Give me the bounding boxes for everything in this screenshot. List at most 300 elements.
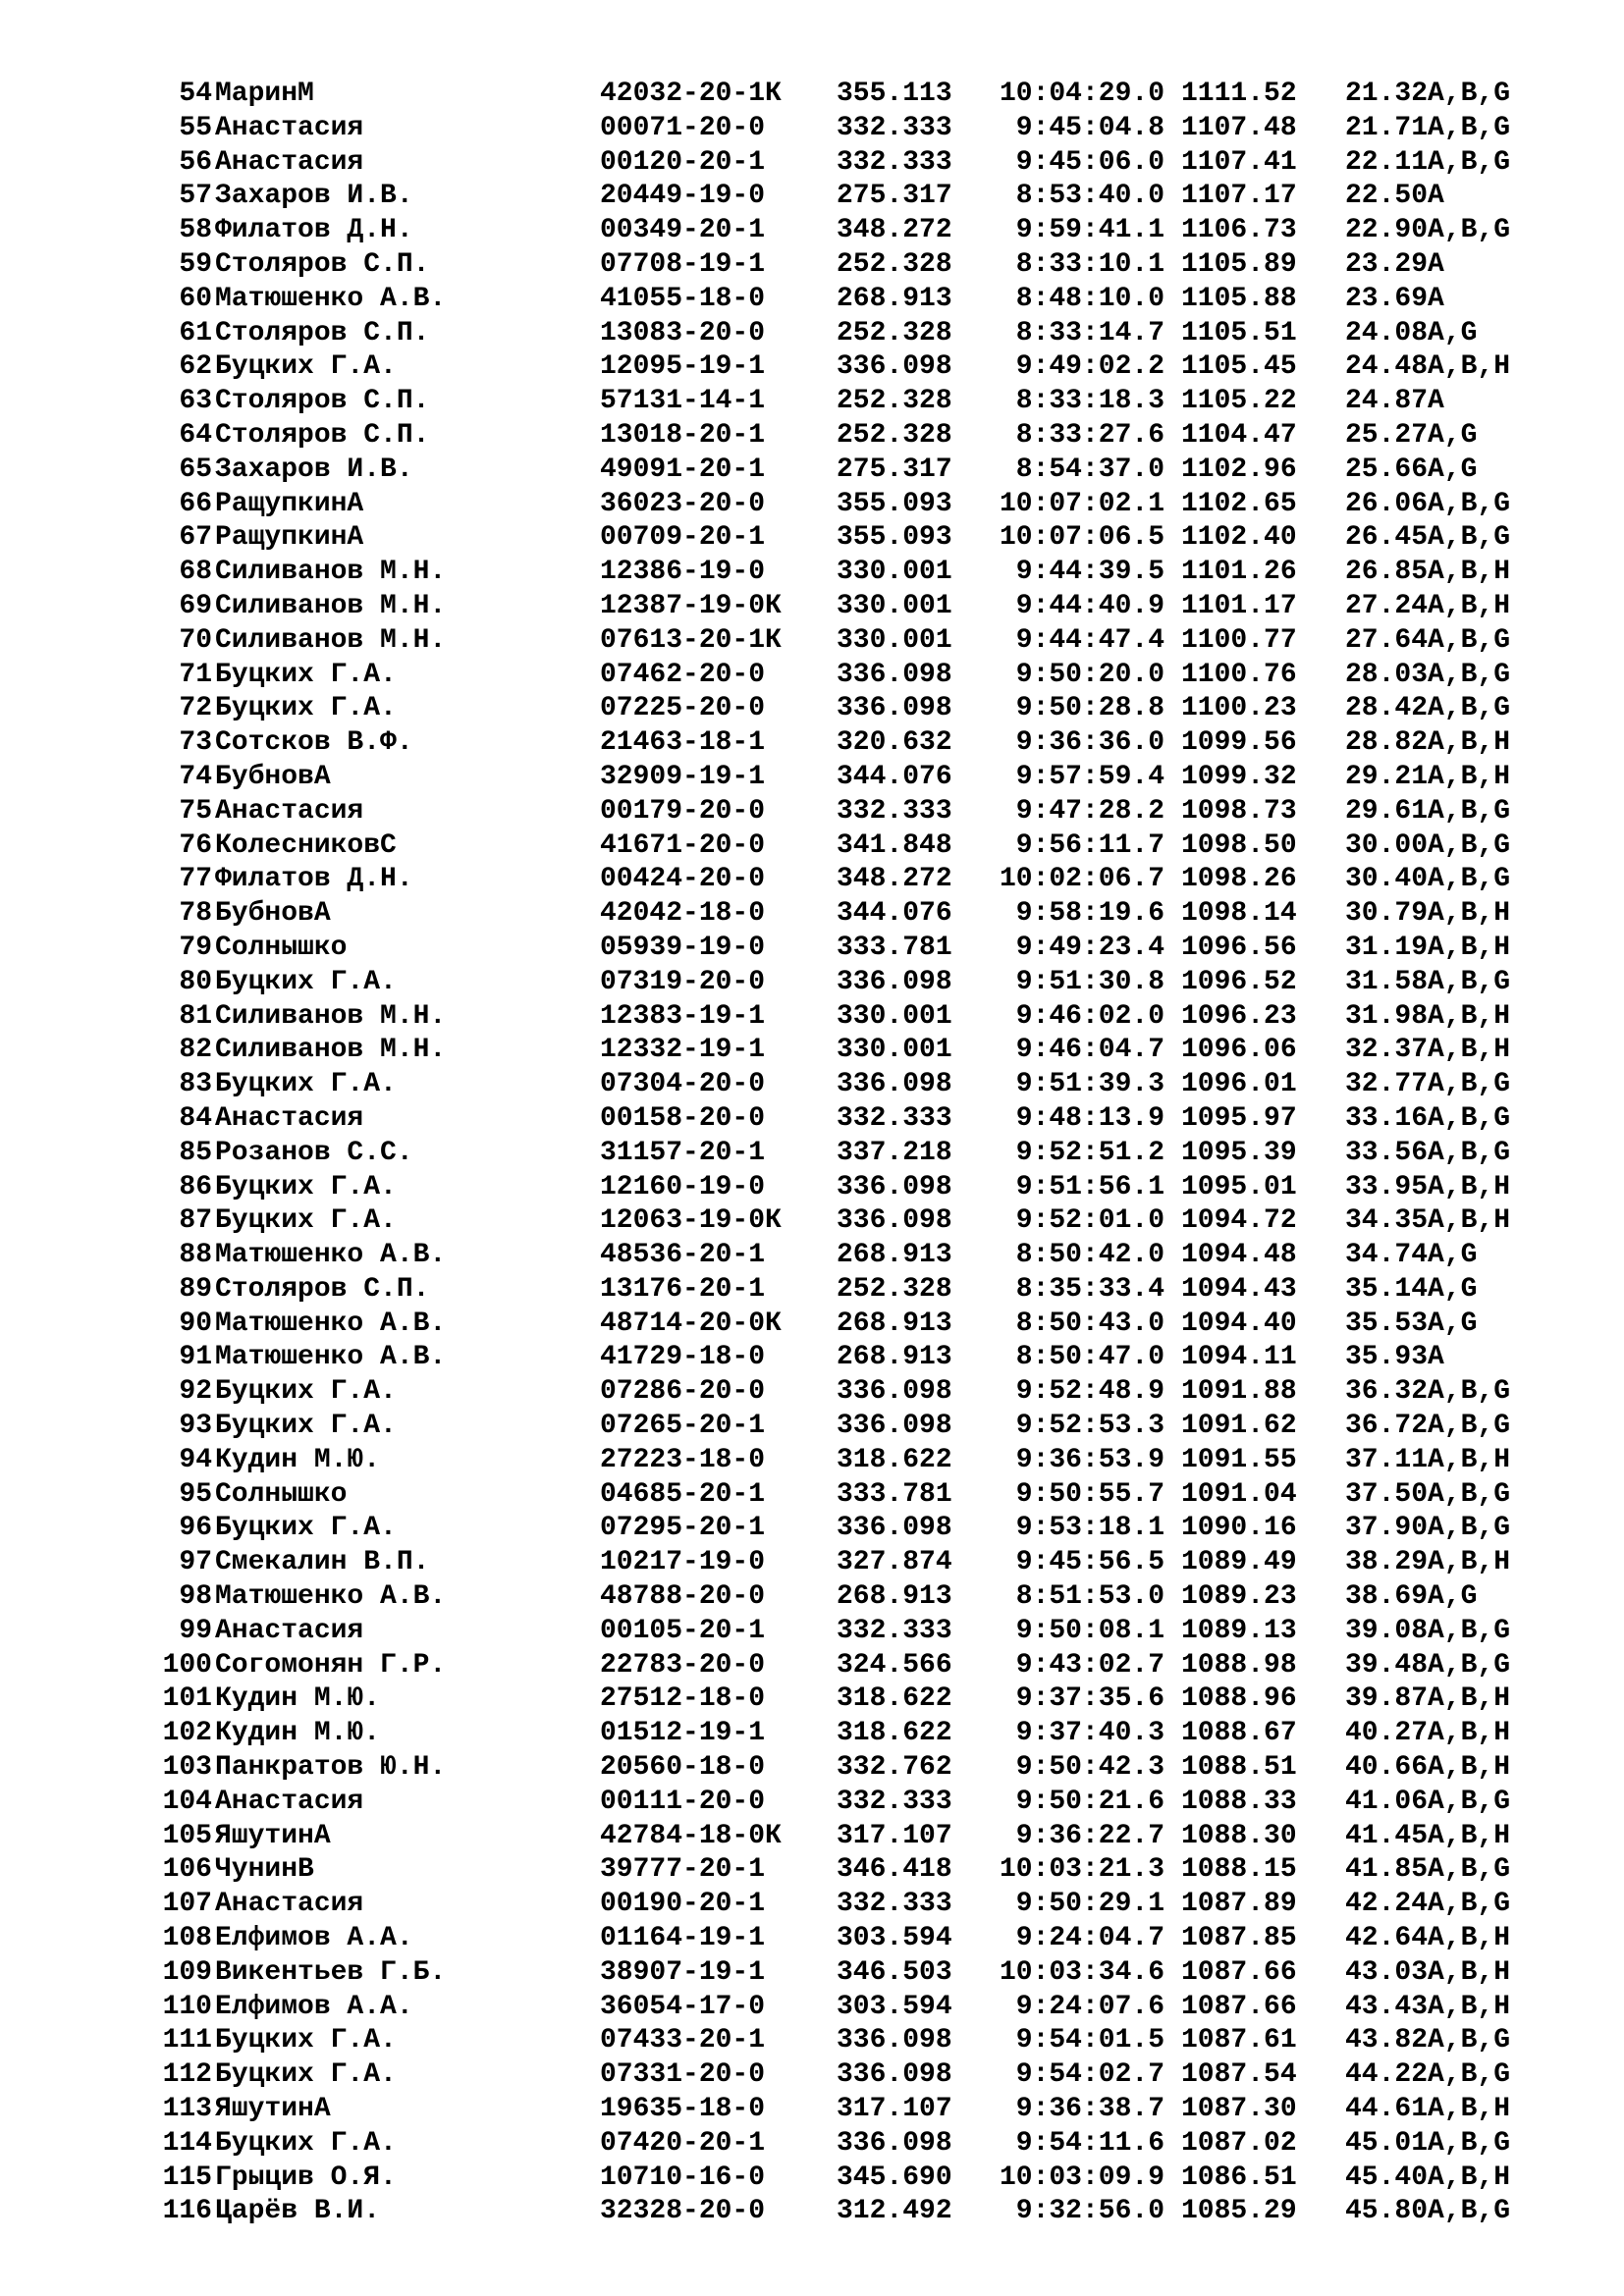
- speed-cell: 1095.39: [1181, 1137, 1297, 1168]
- ring-number-cell: 07295-20-1: [600, 1513, 766, 1544]
- fancier-name-cell: Буцких Г.А.: [215, 659, 397, 690]
- distance-cell: 346.503: [837, 1956, 952, 1988]
- table-row: [0, 1478, 1624, 1513]
- flags-cell: A,B,H: [1428, 1035, 1511, 1066]
- place-cell: 80: [179, 966, 212, 997]
- speed-cell: 1087.02: [1181, 2127, 1297, 2159]
- distance-cell: 268.913: [837, 1342, 952, 1373]
- distance-cell: 252.328: [837, 1273, 952, 1305]
- fancier-name-cell: Силиванов М.Н.: [215, 1000, 447, 1032]
- arrival-time-cell: 10:03:09.9: [999, 2162, 1164, 2193]
- speed-cell: 1094.43: [1181, 1273, 1297, 1305]
- flags-cell: A,B,H: [1428, 1991, 1511, 2022]
- speed-cell: 1088.67: [1181, 1718, 1297, 1749]
- place-cell: 102: [162, 1718, 212, 1749]
- arrival-time-cell: 8:33:18.3: [1015, 386, 1164, 417]
- place-cell: 115: [162, 2162, 212, 2193]
- ring-number-cell: 38907-19-1: [600, 1956, 766, 1988]
- table-row: [0, 350, 1624, 385]
- fancier-name-cell: Буцких Г.А.: [215, 1205, 397, 1237]
- table-row: [0, 248, 1624, 283]
- flags-cell: A,B,H: [1428, 1205, 1511, 1237]
- fancier-name-cell: ЯшутинА: [215, 2094, 331, 2125]
- points-cell: 30.79: [1345, 898, 1429, 930]
- table-row: [0, 1682, 1624, 1717]
- points-cell: 27.64: [1345, 624, 1429, 656]
- speed-cell: 1100.77: [1181, 624, 1297, 656]
- arrival-time-cell: 9:57:59.4: [1015, 761, 1164, 792]
- fancier-name-cell: Анастасия: [215, 1615, 364, 1646]
- table-row: [0, 2127, 1624, 2162]
- table-row: [0, 283, 1624, 317]
- table-row: [0, 2024, 1624, 2058]
- ring-number-cell: 32909-19-1: [600, 761, 766, 792]
- points-cell: 33.95: [1345, 1171, 1429, 1202]
- table-row: [0, 2195, 1624, 2229]
- ring-number-cell: 00105-20-1: [600, 1615, 766, 1646]
- arrival-time-cell: 9:54:01.5: [1015, 2025, 1164, 2056]
- flags-cell: A,B,H: [1428, 1444, 1511, 1475]
- place-cell: 100: [162, 1649, 212, 1681]
- ring-number-cell: 22783-20-0: [600, 1649, 766, 1681]
- ring-number-cell: 48536-20-1: [600, 1240, 766, 1271]
- ring-number-cell: 00158-20-0: [600, 1102, 766, 1134]
- place-cell: 54: [179, 79, 212, 109]
- flags-cell: A,B,H: [1428, 898, 1511, 930]
- speed-cell: 1086.51: [1181, 2162, 1297, 2193]
- distance-cell: 324.566: [837, 1649, 952, 1681]
- fancier-name-cell: БубновА: [215, 761, 331, 792]
- fancier-name-cell: Захаров И.В.: [215, 454, 413, 485]
- place-cell: 95: [179, 1478, 212, 1510]
- ring-number-cell: 00120-20-1: [600, 146, 766, 178]
- ring-number-cell: 19635-18-0: [600, 2094, 766, 2125]
- ring-number-cell: 57131-14-1: [600, 386, 766, 417]
- fancier-name-cell: Елфимов А.А.: [215, 1991, 413, 2022]
- fancier-name-cell: Грыцив О.Я.: [215, 2162, 397, 2193]
- table-row: [0, 1786, 1624, 1820]
- flags-cell: A,B,G: [1428, 1854, 1511, 1886]
- ring-number-cell: 12383-19-1: [600, 1000, 766, 1032]
- arrival-time-cell: 9:36:22.7: [1015, 1820, 1164, 1851]
- arrival-time-cell: 9:50:20.0: [1015, 659, 1164, 690]
- distance-cell: 336.098: [837, 693, 952, 724]
- table-row: [0, 1922, 1624, 1956]
- ring-number-cell: 12063-19-0К: [600, 1205, 782, 1237]
- place-cell: 96: [179, 1513, 212, 1544]
- arrival-time-cell: 9:51:56.1: [1015, 1171, 1164, 1202]
- speed-cell: 1095.97: [1181, 1102, 1297, 1134]
- flags-cell: A,B,G: [1428, 1786, 1511, 1817]
- flags-cell: A: [1428, 283, 1444, 314]
- distance-cell: 252.328: [837, 419, 952, 451]
- table-row: [0, 1341, 1624, 1375]
- flags-cell: A,B,H: [1428, 1000, 1511, 1032]
- ring-number-cell: 01164-19-1: [600, 1923, 766, 1954]
- speed-cell: 1100.76: [1181, 659, 1297, 690]
- points-cell: 23.69: [1345, 283, 1429, 314]
- arrival-time-cell: 9:24:07.6: [1015, 1991, 1164, 2022]
- fancier-name-cell: Матюшенко А.В.: [215, 1308, 447, 1339]
- speed-cell: 1099.56: [1181, 727, 1297, 759]
- table-row: [0, 1615, 1624, 1649]
- ring-number-cell: 21463-18-1: [600, 727, 766, 759]
- points-cell: 45.01: [1345, 2127, 1429, 2159]
- place-cell: 57: [179, 181, 212, 212]
- table-row: [0, 692, 1624, 726]
- points-cell: 44.61: [1345, 2094, 1429, 2125]
- arrival-time-cell: 9:36:36.0: [1015, 727, 1164, 759]
- arrival-time-cell: 10:03:21.3: [999, 1854, 1164, 1886]
- arrival-time-cell: 9:50:55.7: [1015, 1478, 1164, 1510]
- table-row: [0, 214, 1624, 248]
- distance-cell: 341.848: [837, 829, 952, 861]
- table-row: [0, 78, 1624, 112]
- arrival-time-cell: 8:33:14.7: [1015, 317, 1164, 348]
- arrival-time-cell: 9:53:18.1: [1015, 1513, 1164, 1544]
- points-cell: 41.85: [1345, 1854, 1429, 1886]
- distance-cell: 275.317: [837, 181, 952, 212]
- flags-cell: A,B,G: [1428, 1478, 1511, 1510]
- distance-cell: 268.913: [837, 283, 952, 314]
- table-row: [0, 112, 1624, 146]
- speed-cell: 1098.26: [1181, 864, 1297, 895]
- table-row: [0, 1137, 1624, 1171]
- points-cell: 41.45: [1345, 1820, 1429, 1851]
- ring-number-cell: 27223-18-0: [600, 1444, 766, 1475]
- speed-cell: 1094.72: [1181, 1205, 1297, 1237]
- place-cell: 101: [162, 1683, 212, 1715]
- place-cell: 94: [179, 1444, 212, 1475]
- distance-cell: 303.594: [837, 1923, 952, 1954]
- points-cell: 35.93: [1345, 1342, 1429, 1373]
- ring-number-cell: 00111-20-0: [600, 1786, 766, 1817]
- flags-cell: A,G: [1428, 1273, 1478, 1305]
- table-row: [0, 863, 1624, 897]
- place-cell: 79: [179, 932, 212, 963]
- fancier-name-cell: Солнышко: [215, 1478, 348, 1510]
- flags-cell: A,B,G: [1428, 1069, 1511, 1100]
- distance-cell: 345.690: [837, 2162, 952, 2193]
- fancier-name-cell: Буцких Г.А.: [215, 2127, 397, 2159]
- place-cell: 112: [162, 2059, 212, 2091]
- table-row: [0, 1410, 1624, 1444]
- points-cell: 33.56: [1345, 1137, 1429, 1168]
- table-row: [0, 1853, 1624, 1888]
- distance-cell: 252.328: [837, 248, 952, 280]
- fancier-name-cell: Анастасия: [215, 1102, 364, 1134]
- points-cell: 22.50: [1345, 181, 1429, 212]
- place-cell: 85: [179, 1137, 212, 1168]
- points-cell: 44.22: [1345, 2059, 1429, 2091]
- speed-cell: 1088.96: [1181, 1683, 1297, 1715]
- ring-number-cell: 04685-20-1: [600, 1478, 766, 1510]
- distance-cell: 330.001: [837, 624, 952, 656]
- fancier-name-cell: Смекалин В.П.: [215, 1547, 430, 1578]
- fancier-name-cell: Матюшенко А.В.: [215, 1342, 447, 1373]
- speed-cell: 1088.30: [1181, 1820, 1297, 1851]
- place-cell: 106: [162, 1854, 212, 1886]
- table-row: [0, 932, 1624, 966]
- arrival-time-cell: 10:03:34.6: [999, 1956, 1164, 1988]
- points-cell: 37.11: [1345, 1444, 1429, 1475]
- points-cell: 40.27: [1345, 1718, 1429, 1749]
- speed-cell: 1094.48: [1181, 1240, 1297, 1271]
- speed-cell: 1107.41: [1181, 146, 1297, 178]
- place-cell: 111: [162, 2025, 212, 2056]
- flags-cell: A,B,G: [1428, 829, 1511, 861]
- points-cell: 22.11: [1345, 146, 1429, 178]
- arrival-time-cell: 9:51:39.3: [1015, 1069, 1164, 1100]
- arrival-time-cell: 10:07:02.1: [999, 488, 1164, 519]
- points-cell: 32.37: [1345, 1035, 1429, 1066]
- speed-cell: 1087.66: [1181, 1956, 1297, 1988]
- flags-cell: A,B,H: [1428, 2162, 1511, 2193]
- points-cell: 31.98: [1345, 1000, 1429, 1032]
- flags-cell: A,G: [1428, 1581, 1478, 1613]
- arrival-time-cell: 9:59:41.1: [1015, 215, 1164, 246]
- table-row: [0, 1068, 1624, 1102]
- ring-number-cell: 20449-19-0: [600, 181, 766, 212]
- speed-cell: 1105.45: [1181, 351, 1297, 383]
- ring-number-cell: 41671-20-0: [600, 829, 766, 861]
- flags-cell: A,B,H: [1428, 1683, 1511, 1715]
- fancier-name-cell: Матюшенко А.В.: [215, 1581, 447, 1613]
- flags-cell: A,B,G: [1428, 693, 1511, 724]
- ring-number-cell: 00071-20-0: [600, 112, 766, 143]
- arrival-time-cell: 9:37:40.3: [1015, 1718, 1164, 1749]
- distance-cell: 336.098: [837, 1069, 952, 1100]
- flags-cell: A,B,H: [1428, 2094, 1511, 2125]
- place-cell: 76: [179, 829, 212, 861]
- speed-cell: 1095.01: [1181, 1171, 1297, 1202]
- place-cell: 61: [179, 317, 212, 348]
- fancier-name-cell: Царёв В.И.: [215, 2196, 381, 2227]
- speed-cell: 1101.17: [1181, 590, 1297, 621]
- place-cell: 83: [179, 1069, 212, 1100]
- place-cell: 92: [179, 1376, 212, 1408]
- table-row: [0, 1991, 1624, 2025]
- fancier-name-cell: Викентьев Г.Б.: [215, 1956, 447, 1988]
- points-cell: 39.48: [1345, 1649, 1429, 1681]
- points-cell: 43.43: [1345, 1991, 1429, 2022]
- speed-cell: 1089.49: [1181, 1547, 1297, 1578]
- ring-number-cell: 00190-20-1: [600, 1889, 766, 1920]
- ring-number-cell: 12095-19-1: [600, 351, 766, 383]
- distance-cell: 336.098: [837, 1376, 952, 1408]
- arrival-time-cell: 9:50:28.8: [1015, 693, 1164, 724]
- arrival-time-cell: 9:50:42.3: [1015, 1752, 1164, 1784]
- ring-number-cell: 32328-20-0: [600, 2196, 766, 2227]
- flags-cell: A,B,H: [1428, 351, 1511, 383]
- speed-cell: 1088.51: [1181, 1752, 1297, 1784]
- fancier-name-cell: Столяров С.П.: [215, 317, 430, 348]
- fancier-name-cell: ЧунинВ: [215, 1854, 314, 1886]
- points-cell: 35.53: [1345, 1308, 1429, 1339]
- arrival-time-cell: 9:52:01.0: [1015, 1205, 1164, 1237]
- speed-cell: 1105.88: [1181, 283, 1297, 314]
- table-row: [0, 1102, 1624, 1137]
- fancier-name-cell: Буцких Г.А.: [215, 1513, 397, 1544]
- fancier-name-cell: Анастасия: [215, 795, 364, 827]
- distance-cell: 332.333: [837, 1102, 952, 1134]
- table-row: [0, 590, 1624, 624]
- flags-cell: A,B,G: [1428, 79, 1511, 109]
- table-row: [0, 1375, 1624, 1410]
- ring-number-cell: 07433-20-1: [600, 2025, 766, 2056]
- ring-number-cell: 10217-19-0: [600, 1547, 766, 1578]
- ring-number-cell: 07319-20-0: [600, 966, 766, 997]
- points-cell: 42.24: [1345, 1889, 1429, 1920]
- table-row: [0, 1546, 1624, 1580]
- flags-cell: A,B,G: [1428, 522, 1511, 554]
- place-cell: 105: [162, 1820, 212, 1851]
- points-cell: 30.00: [1345, 829, 1429, 861]
- table-row: [0, 1888, 1624, 1922]
- flags-cell: A,B,H: [1428, 727, 1511, 759]
- points-cell: 29.21: [1345, 761, 1429, 792]
- ring-number-cell: 12387-19-0К: [600, 590, 782, 621]
- place-cell: 64: [179, 419, 212, 451]
- arrival-time-cell: 8:50:43.0: [1015, 1308, 1164, 1339]
- flags-cell: A,B,H: [1428, 1956, 1511, 1988]
- arrival-time-cell: 9:45:04.8: [1015, 112, 1164, 143]
- speed-cell: 1087.85: [1181, 1923, 1297, 1954]
- fancier-name-cell: Анастасия: [215, 112, 364, 143]
- table-row: [0, 1171, 1624, 1205]
- speed-cell: 1098.73: [1181, 795, 1297, 827]
- flags-cell: A,B,G: [1428, 1411, 1511, 1442]
- points-cell: 37.90: [1345, 1513, 1429, 1544]
- distance-cell: 336.098: [837, 966, 952, 997]
- arrival-time-cell: 8:33:27.6: [1015, 419, 1164, 451]
- arrival-time-cell: 9:58:19.6: [1015, 898, 1164, 930]
- distance-cell: 332.333: [837, 1889, 952, 1920]
- table-row: [0, 659, 1624, 693]
- fancier-name-cell: Столяров С.П.: [215, 248, 430, 280]
- points-cell: 21.71: [1345, 112, 1429, 143]
- place-cell: 55: [179, 112, 212, 143]
- arrival-time-cell: 9:45:06.0: [1015, 146, 1164, 178]
- place-cell: 70: [179, 624, 212, 656]
- flags-cell: A,B,H: [1428, 590, 1511, 621]
- table-row: [0, 146, 1624, 181]
- ring-number-cell: 13018-20-1: [600, 419, 766, 451]
- place-cell: 89: [179, 1273, 212, 1305]
- place-cell: 72: [179, 693, 212, 724]
- ring-number-cell: 31157-20-1: [600, 1137, 766, 1168]
- place-cell: 68: [179, 557, 212, 588]
- ring-number-cell: 42784-18-0К: [600, 1820, 782, 1851]
- distance-cell: 336.098: [837, 1171, 952, 1202]
- table-row: [0, 1751, 1624, 1786]
- arrival-time-cell: 9:32:56.0: [1015, 2196, 1164, 2227]
- distance-cell: 344.076: [837, 898, 952, 930]
- fancier-name-cell: Буцких Г.А.: [215, 693, 397, 724]
- speed-cell: 1102.65: [1181, 488, 1297, 519]
- distance-cell: 317.107: [837, 2094, 952, 2125]
- flags-cell: A,B,G: [1428, 795, 1511, 827]
- distance-cell: 330.001: [837, 1035, 952, 1066]
- table-row: [0, 1308, 1624, 1342]
- arrival-time-cell: 8:35:33.4: [1015, 1273, 1164, 1305]
- speed-cell: 1099.32: [1181, 761, 1297, 792]
- distance-cell: 320.632: [837, 727, 952, 759]
- points-cell: 28.42: [1345, 693, 1429, 724]
- speed-cell: 1096.01: [1181, 1069, 1297, 1100]
- fancier-name-cell: Анастасия: [215, 1786, 364, 1817]
- arrival-time-cell: 9:50:29.1: [1015, 1889, 1164, 1920]
- table-row: [0, 1820, 1624, 1854]
- fancier-name-cell: Кудин М.Ю.: [215, 1718, 381, 1749]
- arrival-time-cell: 9:44:47.4: [1015, 624, 1164, 656]
- distance-cell: 330.001: [837, 1000, 952, 1032]
- fancier-name-cell: Анастасия: [215, 146, 364, 178]
- place-cell: 56: [179, 146, 212, 178]
- speed-cell: 1091.55: [1181, 1444, 1297, 1475]
- fancier-name-cell: Кудин М.Ю.: [215, 1444, 381, 1475]
- flags-cell: A,B,G: [1428, 2127, 1511, 2159]
- arrival-time-cell: 10:04:29.0: [999, 79, 1164, 109]
- ring-number-cell: 05939-19-0: [600, 932, 766, 963]
- distance-cell: 336.098: [837, 659, 952, 690]
- fancier-name-cell: КолесниковС: [215, 829, 397, 861]
- table-row: [0, 521, 1624, 556]
- distance-cell: 336.098: [837, 351, 952, 383]
- points-cell: 24.87: [1345, 386, 1429, 417]
- place-cell: 59: [179, 248, 212, 280]
- points-cell: 26.85: [1345, 557, 1429, 588]
- arrival-time-cell: 9:46:02.0: [1015, 1000, 1164, 1032]
- ring-number-cell: 13176-20-1: [600, 1273, 766, 1305]
- speed-cell: 1107.48: [1181, 112, 1297, 143]
- arrival-time-cell: 9:48:13.9: [1015, 1102, 1164, 1134]
- flags-cell: A,B,H: [1428, 1171, 1511, 1202]
- distance-cell: 355.093: [837, 488, 952, 519]
- ring-number-cell: 42042-18-0: [600, 898, 766, 930]
- points-cell: 22.90: [1345, 215, 1429, 246]
- flags-cell: A,B,G: [1428, 1615, 1511, 1646]
- arrival-time-cell: 8:51:53.0: [1015, 1581, 1164, 1613]
- speed-cell: 1094.11: [1181, 1342, 1297, 1373]
- points-cell: 35.14: [1345, 1273, 1429, 1305]
- distance-cell: 355.113: [837, 79, 952, 109]
- place-cell: 62: [179, 351, 212, 383]
- distance-cell: 268.913: [837, 1581, 952, 1613]
- distance-cell: 330.001: [837, 590, 952, 621]
- table-row: [0, 1034, 1624, 1068]
- speed-cell: 1106.73: [1181, 215, 1297, 246]
- speed-cell: 1091.04: [1181, 1478, 1297, 1510]
- distance-cell: 317.107: [837, 1820, 952, 1851]
- speed-cell: 1096.23: [1181, 1000, 1297, 1032]
- distance-cell: 336.098: [837, 2025, 952, 2056]
- flags-cell: A: [1428, 386, 1444, 417]
- distance-cell: 337.218: [837, 1137, 952, 1168]
- fancier-name-cell: РащупкинА: [215, 522, 364, 554]
- speed-cell: 1105.51: [1181, 317, 1297, 348]
- ring-number-cell: 00349-20-1: [600, 215, 766, 246]
- distance-cell: 275.317: [837, 454, 952, 485]
- place-cell: 91: [179, 1342, 212, 1373]
- speed-cell: 1091.62: [1181, 1411, 1297, 1442]
- speed-cell: 1101.26: [1181, 557, 1297, 588]
- ring-number-cell: 07286-20-0: [600, 1376, 766, 1408]
- speed-cell: 1107.17: [1181, 181, 1297, 212]
- table-row: [0, 1580, 1624, 1615]
- place-cell: 108: [162, 1923, 212, 1954]
- ring-number-cell: 07708-19-1: [600, 248, 766, 280]
